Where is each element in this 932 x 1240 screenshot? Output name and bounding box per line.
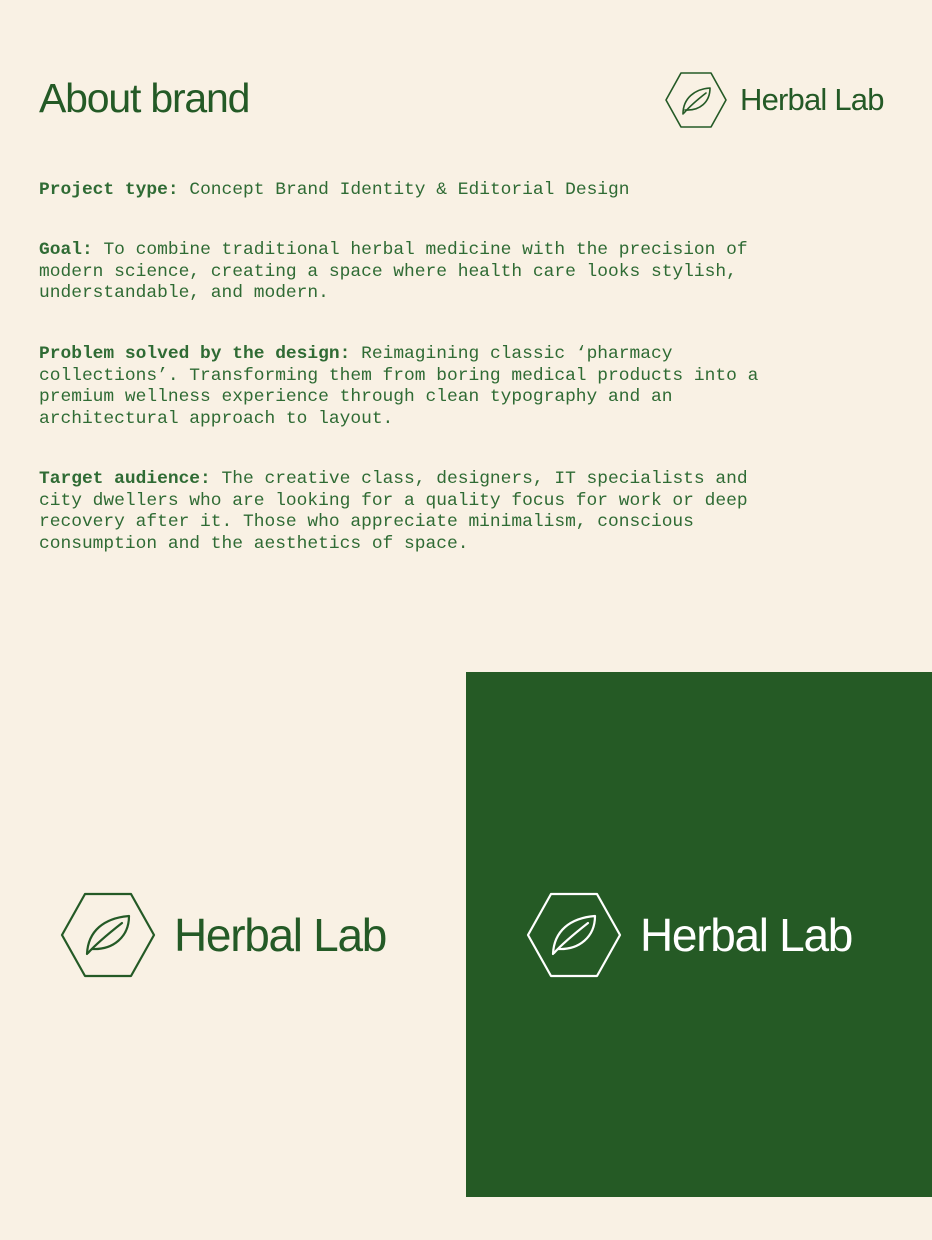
goal-paragraph bbox=[39, 240, 769, 305]
header-logo-name: Herbal Lab bbox=[740, 82, 884, 117]
logo-on-light bbox=[60, 892, 386, 978]
hexagon-leaf-icon bbox=[526, 892, 622, 978]
project-type-text: Concept Brand Identity & Editorial Design bbox=[189, 180, 630, 200]
goal-text: To combine traditional herbal medicine with the precision of modern science, creating a space where health care looks stylish, understandable, and modern. bbox=[39, 240, 748, 304]
problem-label: Problem solved by the design: bbox=[39, 344, 351, 364]
problem-paragraph bbox=[39, 344, 769, 431]
hexagon-leaf-icon bbox=[60, 892, 156, 978]
header-logo bbox=[664, 70, 884, 130]
hexagon-leaf-icon bbox=[664, 71, 728, 129]
project-type-paragraph bbox=[39, 180, 769, 202]
problem-text: Reimagining classic ‘pharmacy collections’. Transforming them from boring medical products into a premium wellness experience through clean typography and an architectural approach to layout. bbox=[39, 344, 759, 430]
project-type-label: Project type: bbox=[39, 180, 179, 200]
page-title: About brand bbox=[39, 75, 250, 121]
audience-text: The creative class, designers, IT specialists and city dwellers who are looking for a quality focus for work or deep recovery after it. Those who appreciate minimalism, conscious consumption and the aesthetics of space. bbox=[39, 469, 748, 555]
logo-on-light-name: Herbal Lab bbox=[174, 909, 387, 961]
logo-on-dark-name: Herbal Lab bbox=[640, 909, 853, 961]
logo-on-dark bbox=[526, 892, 852, 978]
audience-paragraph bbox=[39, 469, 769, 556]
goal-label: Goal: bbox=[39, 240, 93, 260]
audience-label: Target audience: bbox=[39, 469, 211, 489]
